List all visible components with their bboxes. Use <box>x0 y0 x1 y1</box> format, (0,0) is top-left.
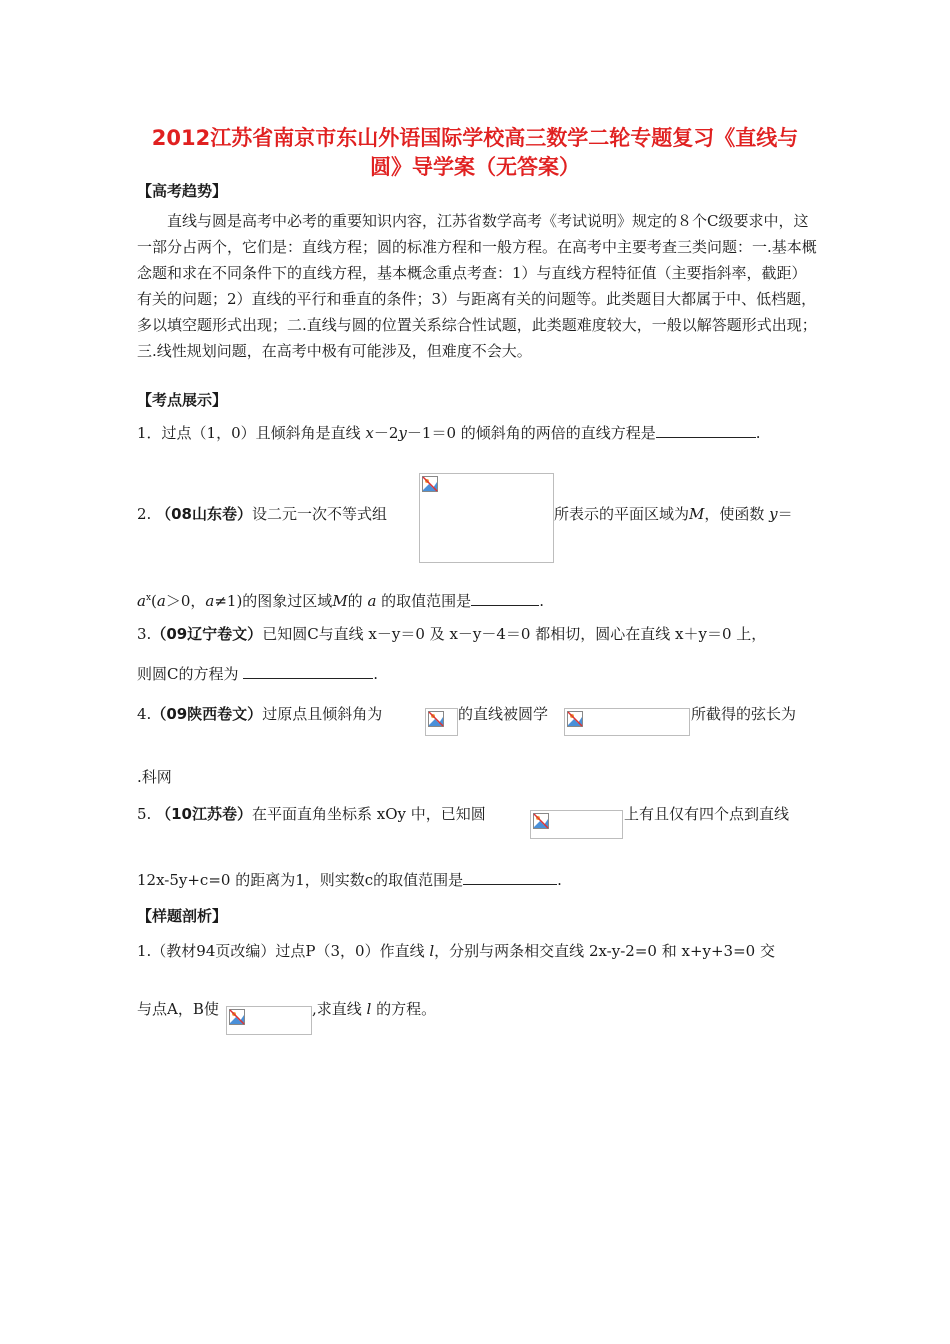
question-2-line-1-cont: 所表示的平面区域为M，使函数 y＝ <box>554 505 793 523</box>
question-2-line-1: 2. （08山东卷）设二元一次不等式组 <box>137 505 387 523</box>
question-3-line-1: 3.（09辽宁卷文）已知圆C与直线 x－y＝0 及 x－y－4＝0 都相切，圆心在直线 x＋y＝0 上， <box>137 625 767 643</box>
circle-equation-image <box>564 708 690 736</box>
question-4-line-1-end: 所截得的弦长为 <box>691 705 797 723</box>
inequality-system-image <box>419 473 554 563</box>
document-title <box>130 124 820 182</box>
section-heading-analysis: 【样题剖析】 <box>137 907 228 925</box>
example-1-line-1: 1.（教材94页改编）过点P（3，0）作直线 l，分别与两条相交直线 2x-y-2=0 和 x+y+3=0 交 <box>137 942 775 960</box>
answer-blank[interactable] <box>471 591 539 606</box>
example-1-line-2-end: ,求直线 l 的方程。 <box>312 1000 437 1018</box>
question-1: 1．过点（1，0）且倾斜角是直线 x－2y－1＝0 的倾斜角的两倍的直线方程是 . <box>137 424 761 442</box>
question-4-line-2: .科网 <box>137 768 172 786</box>
broken-image-icon <box>229 1009 245 1025</box>
answer-blank[interactable] <box>656 423 756 438</box>
section-heading-points: 【考点展示】 <box>137 391 228 409</box>
question-2-line-2: $a^x(a>0$，a≠1)的图象过区域M的 a 的取值范围是 . <box>137 592 544 610</box>
question-5-line-1-end: 上有且仅有四个点到直线 <box>624 805 790 823</box>
question-4-line-1: 4.（09陕西卷文）过原点且倾斜角为 <box>137 705 383 723</box>
broken-image-icon <box>567 711 583 727</box>
title-line-2: 圆》导学案（无答案） <box>370 155 580 179</box>
vector-condition-image <box>226 1006 312 1035</box>
question-3-line-2: 则圆C的方程为 . <box>137 665 379 683</box>
section-heading-trend: 【高考趋势】 <box>137 182 228 200</box>
title-line-1: 2012江苏省南京市东山外语国际学校高三数学二轮专题复习《直线与 <box>151 126 799 150</box>
broken-image-icon <box>428 711 444 727</box>
broken-image-icon <box>422 476 438 492</box>
example-1-line-2: 与点A，B使 <box>137 1000 219 1018</box>
trend-paragraph: 直线与圆是高考中必考的重要知识内容，江苏省数学高考《考试说明》规定的８个C级要求中，这一部分占两个，它们是：直线方程；圆的标准方程和一般方程。在高考中主要考查三类问题：一.基本概念题和求在不同条件下的直线方程，基本概念重点考查：1）与直线方程特征值（主要指斜率，截距）有关的问题；2）直线的平行和垂直的条件；3）与距离有关的问题等。此类题目大都属于中、低档题，多以填空题形式出现；二.直线与圆的位置关系综合性试题，此类题难度较大，一般以解答题形式出现；三.线性规划问题，在高考中极有可能涉及，但难度不会大。 <box>137 212 817 360</box>
question-5-line-2: 12x-5y+c=0 的距离为1，则实数c的取值范围是 . <box>137 871 562 889</box>
answer-blank[interactable] <box>243 664 373 679</box>
question-5-line-1: 5. （10江苏卷）在平面直角坐标系 xOy 中，已知圆 <box>137 805 486 823</box>
question-4-line-1-mid: 的直线被圆学 <box>458 705 549 723</box>
answer-blank[interactable] <box>463 870 557 885</box>
broken-image-icon <box>533 813 549 829</box>
angle-formula-image <box>425 708 458 736</box>
circle-equation-image-2 <box>530 810 623 839</box>
